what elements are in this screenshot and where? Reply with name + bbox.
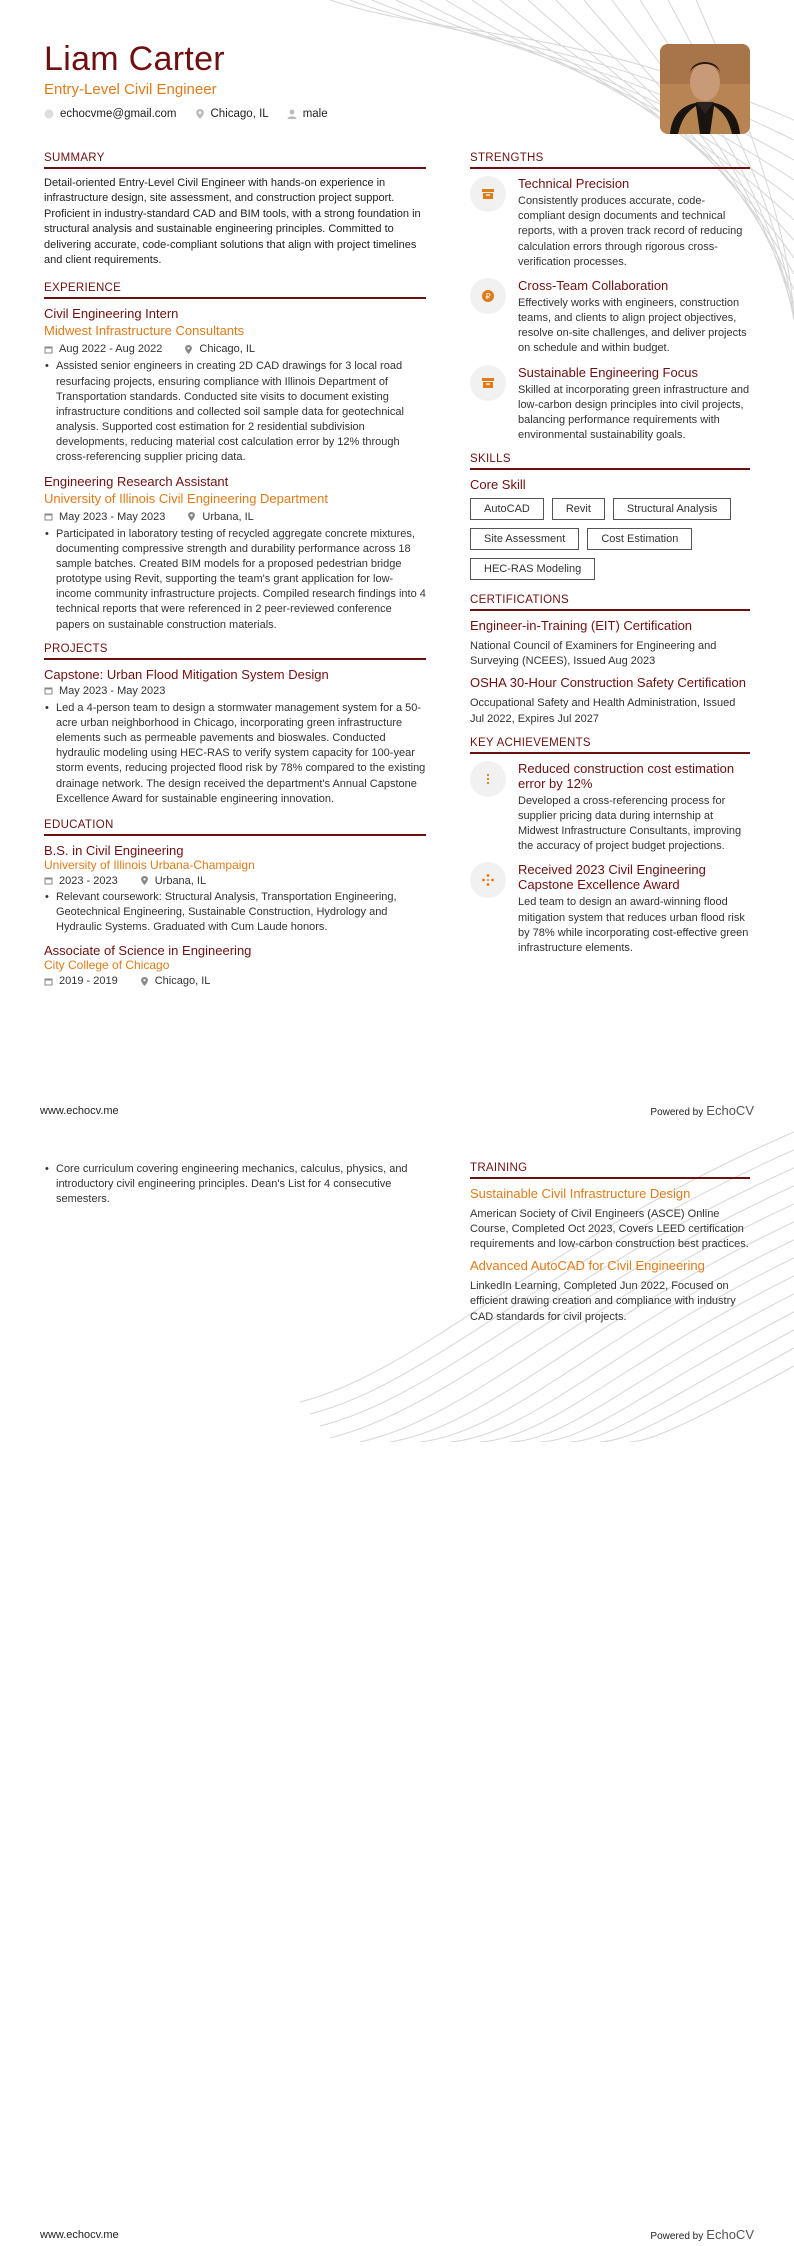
summary-text: Detail-oriented Entry-Level Civil Engineer with hands-on experience in infrastructure design, site assessment, and construction project support. Proficient in industry-standard CAD and BIM tools, with a strong foundation in structural analysis and sustainable engineering principles. Committed to delivering accurate, code-compliant solutions that align with project timelines and client requirements. <box>44 177 421 266</box>
archive-icon <box>470 176 506 212</box>
job-bullets <box>44 527 426 633</box>
resume-page-2 <box>0 1122 794 2246</box>
strengths-heading: STRENGTHS <box>470 152 750 169</box>
svg-text:₽: ₽ <box>485 291 491 301</box>
education-location <box>140 975 211 987</box>
education-dates-text: 2019 - 2019 <box>59 975 118 988</box>
education-dates-text: 2023 - 2023 <box>59 874 118 887</box>
echocv-logo[interactable]: EchoCV <box>706 1103 754 1118</box>
job-location <box>187 511 253 523</box>
project-dates <box>44 685 165 697</box>
footer-powered <box>650 2227 754 2242</box>
archive-icon <box>470 365 506 401</box>
calendar-icon <box>44 876 53 885</box>
skill-tag: HEC-RAS Modeling <box>470 558 595 580</box>
job-dates <box>44 511 165 523</box>
strength-title: Technical Precision <box>518 176 630 191</box>
network-icon <box>470 862 506 898</box>
skill-tags <box>470 498 750 580</box>
education-meta <box>44 975 426 987</box>
footer-site-link[interactable]: www.echocv.me <box>40 1104 119 1117</box>
strength-item <box>470 278 750 357</box>
project-dates-text: May 2023 - May 2023 <box>59 684 166 697</box>
strength-title: Sustainable Engineering Focus <box>518 364 698 380</box>
education-entry <box>44 943 426 987</box>
degree-name: Associate of Science in Engineering <box>44 943 252 959</box>
certifications-heading: CERTIFICATIONS <box>470 594 750 611</box>
summary-heading: SUMMARY <box>44 152 426 169</box>
training-entry <box>470 1258 750 1324</box>
achievements-section <box>470 737 750 956</box>
page-footer <box>40 2227 754 2242</box>
experience-section <box>44 282 426 632</box>
training-title: Advanced AutoCAD for Civil Engineering <box>470 1258 705 1274</box>
experience-entry <box>44 474 426 633</box>
skill-tag: Cost Estimation <box>587 528 692 550</box>
job-title: Engineering Research Assistant <box>44 473 229 489</box>
job-location <box>184 343 255 355</box>
education-heading: EDUCATION <box>44 819 426 836</box>
left-column <box>44 152 426 995</box>
skill-tag: Structural Analysis <box>613 498 731 520</box>
profile-photo <box>660 44 750 134</box>
degree-name: B.S. in Civil Engineering <box>44 842 184 858</box>
summary-section <box>44 152 426 268</box>
school-name: University of Illinois Urbana-Champaign <box>44 857 255 872</box>
achievement-title: Reduced construction cost estimation error by 12% <box>518 760 735 791</box>
gender-text: male <box>302 108 328 120</box>
education-location-text: Chicago, IL <box>154 975 211 988</box>
location-pin-icon <box>187 512 196 521</box>
strength-item <box>470 176 750 270</box>
achievement-title: Received 2023 Civil Engineering Capstone Excellence Award <box>518 862 706 893</box>
strength-text: Effectively works with engineers, construction teams, and clients to align project objectives, resolve on-site challenges, and deliver projects on schedule and within budget. <box>518 296 747 355</box>
right-column <box>470 152 750 964</box>
location-pin-icon <box>140 977 149 986</box>
location-contact <box>195 108 269 120</box>
calendar-icon <box>44 977 53 986</box>
skills-heading: SKILLS <box>470 453 750 470</box>
job-bullet: • Participated in laboratory testing of recycled aggregate concrete mixtures, documenting compressive strength and durability performance across 18 sample batches. Created BIM models for a proposed pedestrian bridge prototype using Revit, supporting the team's grant application for low-income community infrastructure projects. Compiled research findings into 4 technical reports that were referenced in 2 peer-reviewed conference papers on sustainable construction materials. <box>56 527 426 633</box>
calendar-icon <box>44 512 53 521</box>
skills-section <box>470 453 750 580</box>
skill-group-title: Core Skill <box>470 477 526 493</box>
powered-by-label: Powered by <box>650 2231 704 2242</box>
certification-issuer: Occupational Safety and Health Administration, Issued Jul 2022, Expires Jul 2027 <box>470 697 736 725</box>
calendar-icon <box>44 345 53 354</box>
project-entry <box>44 667 426 807</box>
education-dates <box>44 875 118 887</box>
certifications-section <box>470 594 750 726</box>
location-text: Chicago, IL <box>210 108 269 120</box>
project-bullet: • Led a 4-person team to design a stormwater management system for a 50-acre urban neighborhood in Chicago, incorporating green infrastructure elements such as permeable pavements and bioswales. Conducted hydraulic modeling using HEC-RAS to verify system capacity for 100-year storm events, reducing projected flood risk by 78% compared to the existing drainage network. The design received the department's Annual Capstone Excellence Award for sustainable engineering innovation. <box>56 701 426 807</box>
project-meta <box>44 685 426 697</box>
job-dates-text: May 2023 - May 2023 <box>59 510 166 523</box>
training-description: American Society of Civil Engineers (ASCE) Online Course, Completed Oct 2023, Covers LEED certification requirements and low-carbon construction best practices. <box>470 1207 749 1251</box>
job-dates <box>44 343 162 355</box>
coin-icon <box>470 278 506 314</box>
experience-heading: EXPERIENCE <box>44 282 426 299</box>
achievements-heading: KEY ACHIEVEMENTS <box>470 737 750 754</box>
strength-item <box>470 365 750 444</box>
education-bullet: • Relevant coursework: Structural Analysis, Transportation Engineering, Geotechnical Engineering, Sustainable Construction, Hydrology and Hydraulic Systems. Graduated with Cum Laude honors. <box>56 890 426 936</box>
certification-title: Engineer-in-Training (EIT) Certification <box>470 618 693 634</box>
resume-page-1 <box>0 0 794 1122</box>
footer-site-link[interactable]: www.echocv.me <box>40 2228 119 2241</box>
location-pin-icon <box>140 876 149 885</box>
location-pin-icon <box>184 345 193 354</box>
strength-text: Consistently produces accurate, code-compliant design documents and technical reports, with a proven track record of reducing calculation errors through rigorous cross-verification processes. <box>518 195 743 268</box>
job-title: Civil Engineering Intern <box>44 306 179 322</box>
job-location-text: Urbana, IL <box>202 510 254 523</box>
skill-tag: Revit <box>552 498 605 520</box>
skill-tag: Site Assessment <box>470 528 579 550</box>
certification-entry <box>470 618 750 669</box>
projects-heading: PROJECTS <box>44 643 426 660</box>
school-name: City College of Chicago <box>44 958 170 973</box>
profile-photo-illustration <box>660 44 750 134</box>
calendar-icon <box>44 686 53 695</box>
job-meta <box>44 511 426 523</box>
training-entry <box>470 1186 750 1252</box>
strengths-section <box>470 152 750 443</box>
education-section <box>44 819 426 988</box>
job-meta <box>44 343 426 355</box>
strength-title: Cross-Team Collaboration <box>518 277 669 293</box>
certification-issuer: National Council of Examiners for Engineering and Surveying (NCEES), Issued Aug 2023 <box>470 640 717 668</box>
certification-title: OSHA 30-Hour Construction Safety Certification <box>470 675 747 691</box>
experience-entry <box>44 306 426 465</box>
education-bullets <box>44 1162 426 1208</box>
project-bullets <box>44 701 426 807</box>
strength-text: Skilled at incorporating green infrastructure and low-carbon design principles into civil projects, balancing performance requirements with environmental sustainability goals. <box>518 383 750 442</box>
powered-by-label: Powered by <box>650 1107 704 1118</box>
education-entry <box>44 843 426 936</box>
echocv-logo[interactable]: EchoCV <box>706 2227 754 2242</box>
contact-info <box>44 108 604 120</box>
location-pin-icon <box>195 109 205 119</box>
footer-powered <box>650 1103 754 1118</box>
training-title: Sustainable Civil Infrastructure Design <box>470 1186 691 1201</box>
company-name: Midwest Infrastructure Consultants <box>44 323 245 339</box>
education-location <box>140 875 206 887</box>
email-icon <box>44 109 54 119</box>
job-bullets <box>44 359 426 465</box>
skill-tag: AutoCAD <box>470 498 544 520</box>
education-meta <box>44 875 426 887</box>
left-column-continued <box>44 1162 426 1208</box>
gender-contact <box>287 108 328 120</box>
email-text: echocvme@gmail.com <box>60 108 177 120</box>
education-dates <box>44 975 118 987</box>
project-title: Capstone: Urban Flood Mitigation System Design <box>44 666 329 682</box>
email-contact[interactable] <box>44 108 177 120</box>
training-heading: TRAINING <box>470 1162 750 1179</box>
company-name: University of Illinois Civil Engineering Department <box>44 490 328 506</box>
job-bullet: • Assisted senior engineers in creating 2D CAD drawings for 3 local road resurfacing projects, ensuring compliance with Illinois Department of Transportation standards. Conducted site visits to document existing infrastructure conditions and collected soil sample data for geotechnical analysis. Supported cost estimation for 2 residential subdivision developments, reducing material cost calculation error by 12% through cross-referencing supplier pricing data. <box>56 359 426 465</box>
achievement-item <box>470 862 750 956</box>
certification-entry <box>470 675 750 726</box>
candidate-name: Liam Carter <box>44 40 225 78</box>
achievement-item <box>470 761 750 855</box>
education-bullets <box>44 890 426 936</box>
achievement-text: Developed a cross-referencing process for supplier pricing data during internship at Midwest Infrastructure Consultants, improving the accuracy of project budget projections. <box>518 794 742 853</box>
achievement-text: Led team to design an award-winning flood mitigation system that reduces urban flood risk by 78% while incorporating cost-effective green infrastructure elements. <box>518 896 749 954</box>
dots-icon <box>470 761 506 797</box>
right-column-continued <box>470 1162 750 1331</box>
education-bullet: • Core curriculum covering engineering mechanics, calculus, physics, and introductory civil engineering principles. Dean's List for 4 consecutive semesters. <box>56 1162 426 1208</box>
training-description: LinkedIn Learning, Completed Jun 2022, Focused on efficient drawing creation and compliance with industry CAD standards for civil projects. <box>470 1280 736 1323</box>
person-icon <box>287 109 297 119</box>
page-footer <box>40 1103 754 1118</box>
job-dates-text: Aug 2022 - Aug 2022 <box>59 343 163 356</box>
projects-section <box>44 643 426 807</box>
candidate-title: Entry-Level Civil Engineer <box>44 81 217 98</box>
job-location-text: Chicago, IL <box>199 343 256 356</box>
resume-header <box>44 40 604 120</box>
training-section <box>470 1162 750 1325</box>
education-location-text: Urbana, IL <box>154 874 207 887</box>
